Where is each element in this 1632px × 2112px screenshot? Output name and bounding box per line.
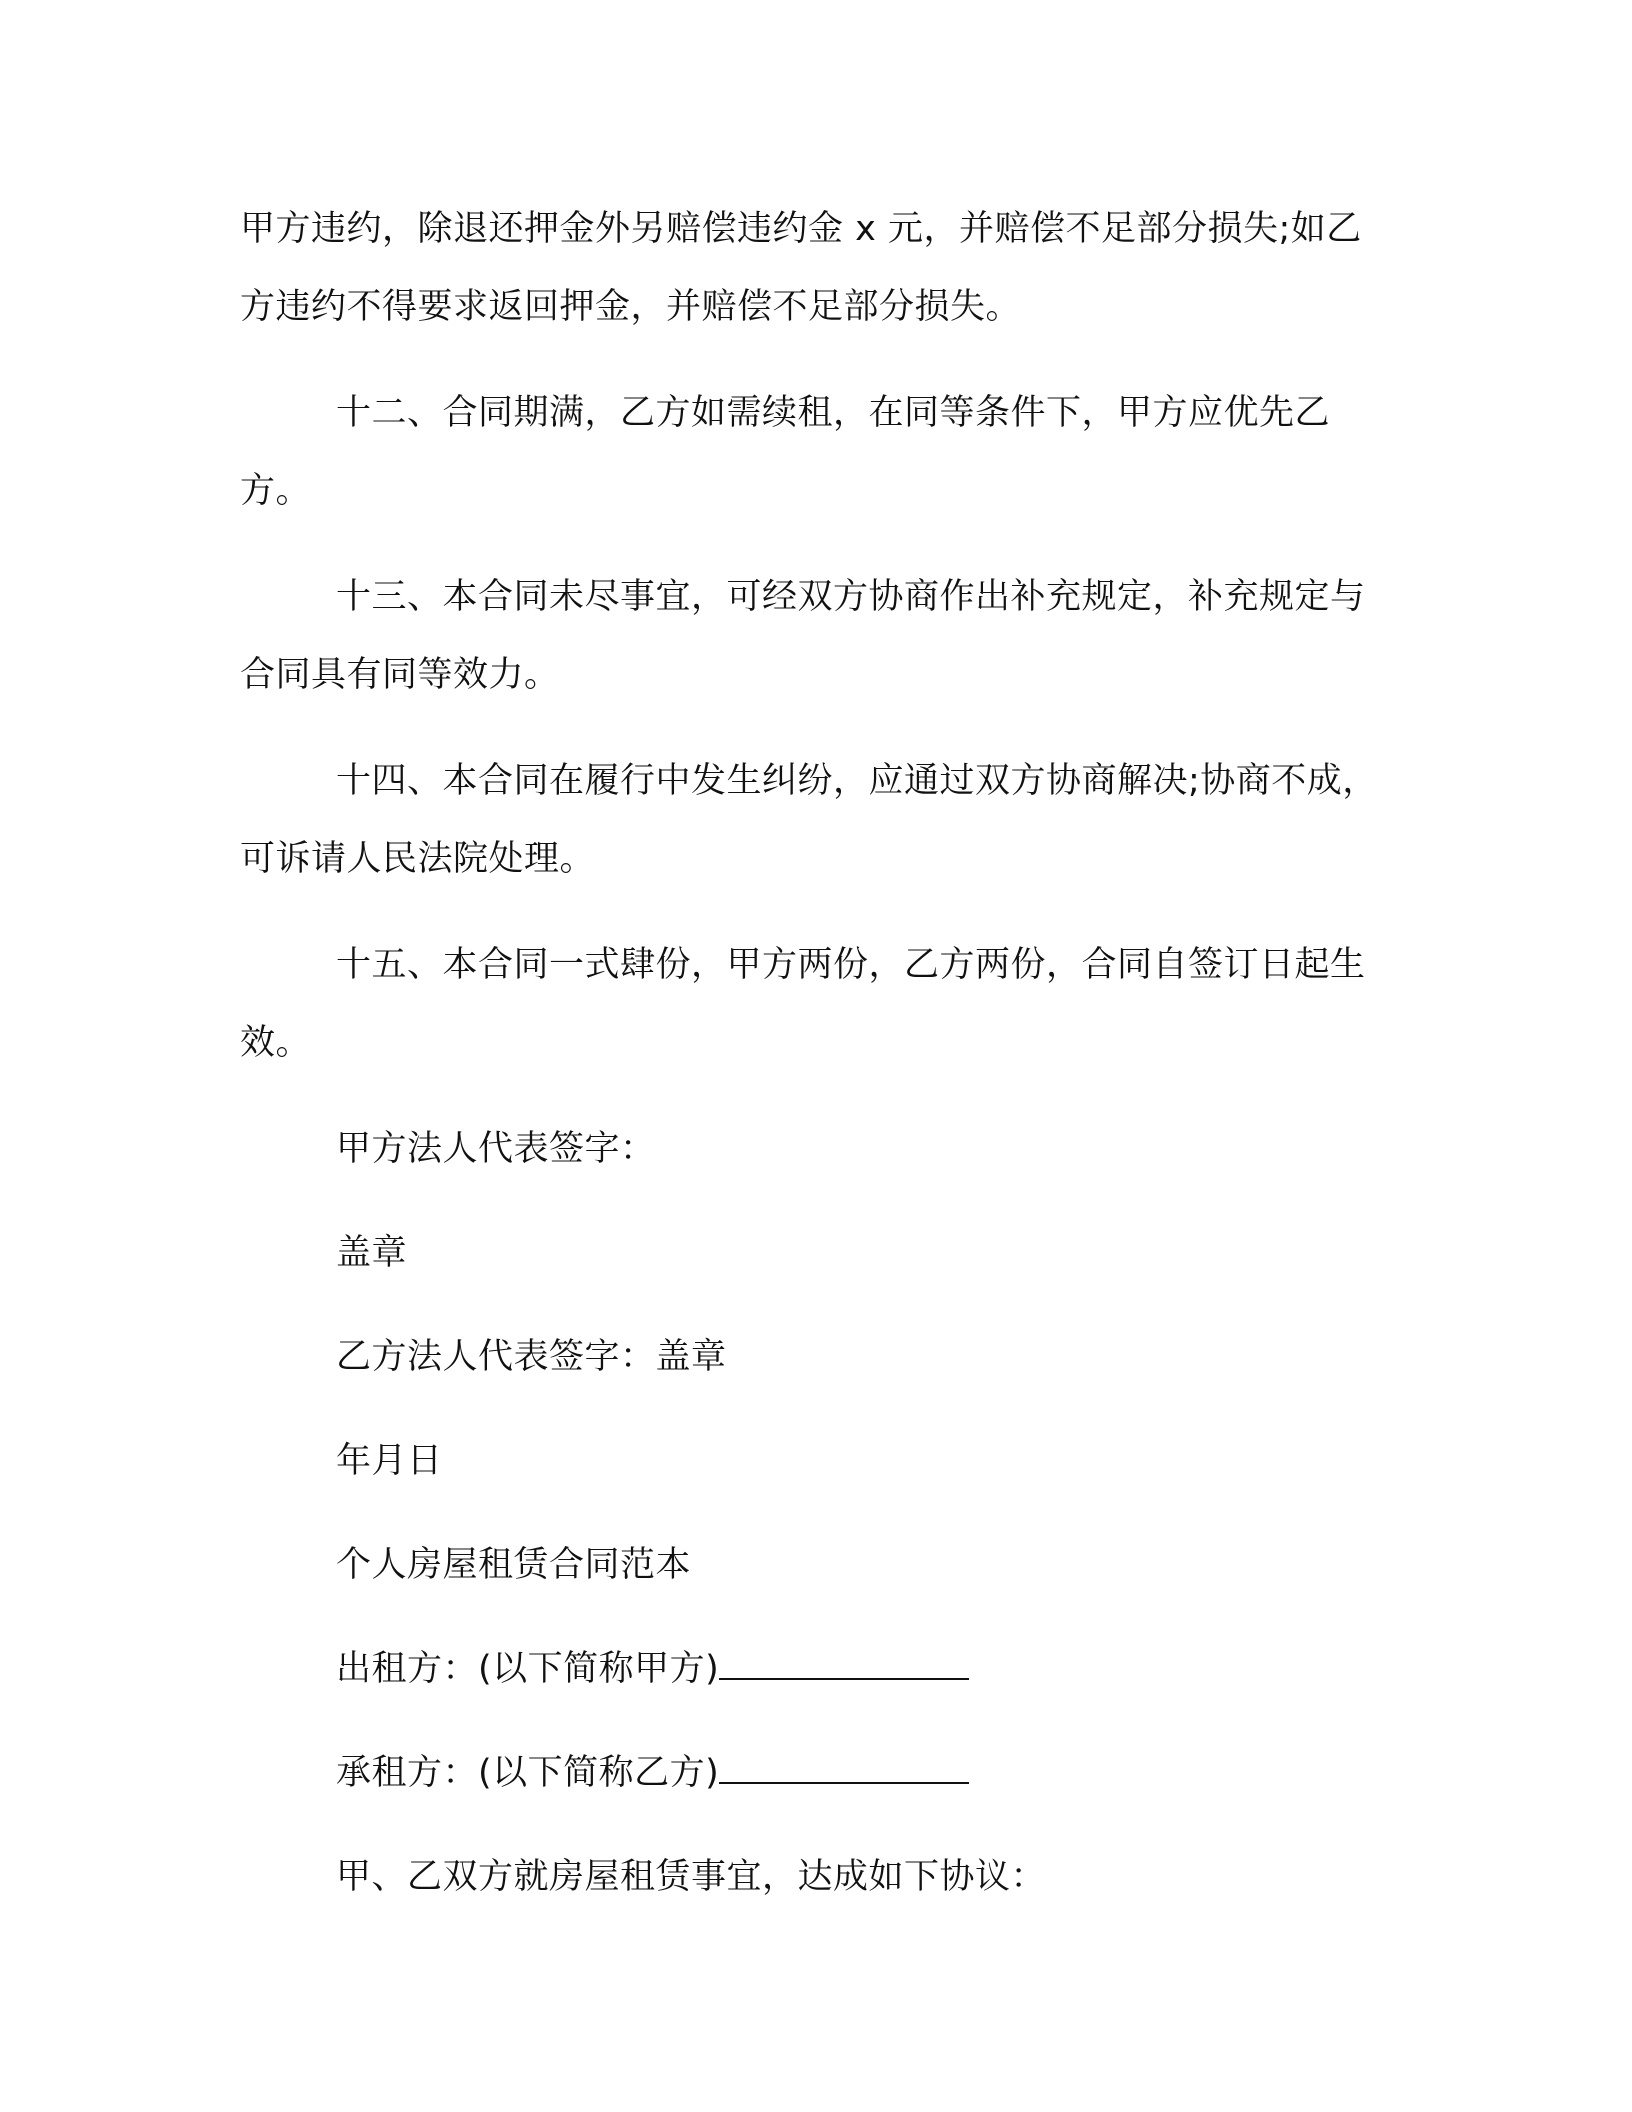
clause-14-disputes: 十四、本合同在履行中发生纠纷，应通过双方协商解决;协商不成，可诉请人民法院处理。 <box>240 761 1378 879</box>
clause-breach-penalty: 甲方违约，除退还押金外另赔偿违约金 x 元，并赔偿不足部分损失;如乙方违约不得要求返回押金，并赔偿不足部分损失。 <box>240 209 1362 327</box>
contract-body <box>240 190 1380 1942</box>
lessor-label: 出租方：(以下简称甲方) <box>336 1649 720 1689</box>
agreement-intro: 甲、乙双方就房屋租赁事宜，达成如下协议： <box>336 1857 1047 1897</box>
lessee-line <box>240 1734 1380 1812</box>
date-line: 年月日 <box>336 1441 443 1481</box>
party-b-signature-line: 乙方法人代表签字：盖章 <box>336 1337 727 1377</box>
lessee-label: 承租方：(以下简称乙方) <box>336 1753 720 1793</box>
lessor-line <box>240 1630 1380 1708</box>
clause-13-supplement: 十三、本合同未尽事宜，可经双方协商作出补充规定，补充规定与合同具有同等效力。 <box>240 577 1366 695</box>
lessee-blank-field <box>719 1752 969 1784</box>
party-a-seal-line: 盖章 <box>336 1233 408 1273</box>
party-a-signature-line: 甲方法人代表签字： <box>336 1129 656 1169</box>
lessor-blank-field <box>719 1648 969 1680</box>
template-title: 个人房屋租赁合同范本 <box>336 1545 692 1585</box>
clause-12-renewal: 十二、合同期满，乙方如需续租，在同等条件下，甲方应优先乙方。 <box>240 393 1331 511</box>
clause-15-copies: 十五、本合同一式肆份，甲方两份，乙方两份，合同自签订日起生效。 <box>240 945 1366 1063</box>
